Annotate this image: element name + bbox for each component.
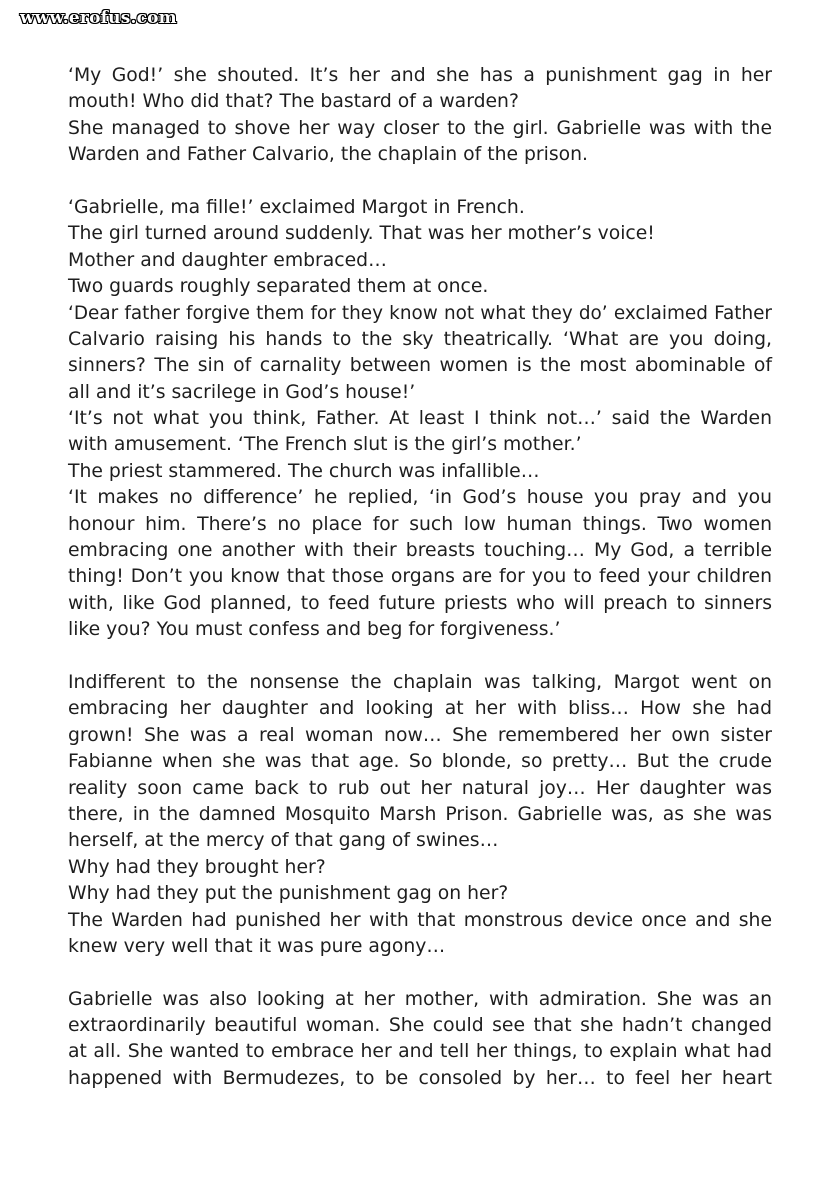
text-line: sinners? The sin of carnality between women is the most abominable of <box>68 355 772 377</box>
paragraph-1 <box>68 63 772 169</box>
text-line: reality soon came back to rub out her natural joy… Her daughter was <box>68 777 772 799</box>
text-line: Fabianne when she was that age. So blonde, so pretty… But the crude <box>68 751 772 773</box>
text-line: with amusement. ‘The French slut is the girl’s mother.’ <box>68 434 582 456</box>
text-line: ‘My God!’ she shouted. It’s her and she has a punishment gag in her <box>68 65 772 86</box>
page-text <box>68 63 772 1119</box>
text-line: herself, at the mercy of that gang of swines… <box>68 830 499 852</box>
text-line: ‘Dear father forgive them for they know not what they do’ exclaimed Father <box>68 302 772 324</box>
text-line: embracing her daughter and looking at her with bliss… How she had <box>68 698 772 720</box>
text-line: ‘It makes no difference’ he replied, ‘in God’s house you pray and you <box>68 487 772 509</box>
text-line: Gabrielle was also looking at her mother, with admiration. She was an <box>68 988 772 1010</box>
text-line: The Warden had punished her with that monstrous device once and she <box>68 909 772 931</box>
text-line: Why had they put the punishment gag on her? <box>68 883 509 905</box>
text-line: knew very well that it was pure agony… <box>68 935 446 957</box>
text-line: Why had they brought her? <box>68 856 326 878</box>
paragraph-3 <box>68 670 772 960</box>
text-line: like you? You must confess and beg for forgiveness.’ <box>68 619 561 641</box>
text-line: Warden and Father Calvario, the chaplain of the prison. <box>68 144 589 166</box>
text-line: The priest stammered. The church was infallible… <box>68 460 540 482</box>
watermark-text: www.erofus.com <box>20 8 177 28</box>
text-line: with, like God planned, to feed future priests who will preach to sinners <box>68 592 772 614</box>
text-line: happened with Bermudezes, to be consoled by her… to feel her heart <box>68 1067 772 1089</box>
text-line: The girl turned around suddenly. That was her mother’s voice! <box>68 223 655 245</box>
text-line: Mother and daughter embraced… <box>68 249 387 271</box>
text-line: at all. She wanted to embrace her and tell her things, to explain what had <box>68 1041 772 1063</box>
text-line: ‘Gabrielle, ma fille!’ exclaimed Margot in French. <box>68 196 525 218</box>
text-line: all and it’s sacrilege in God’s house!’ <box>68 381 416 403</box>
text-line: Indifferent to the nonsense the chaplain was talking, Margot went on <box>68 671 772 693</box>
text-line: mouth! Who did that? The bastard of a warden? <box>68 91 519 113</box>
text-line: She managed to shove her way closer to the girl. Gabrielle was with the <box>68 117 772 139</box>
paragraph-2 <box>68 195 772 644</box>
watermark <box>0 0 180 34</box>
text-line: Calvario raising his hands to the sky theatrically. ‘What are you doing, <box>68 328 772 350</box>
text-line: there, in the damned Mosquito Marsh Prison. Gabrielle was, as she was <box>68 803 772 825</box>
text-line: thing! Don’t you know that those organs are for you to feed your children <box>68 566 772 588</box>
text-line: ‘It’s not what you think, Father. At least I think not…’ said the Warden <box>68 408 772 430</box>
text-line: grown! She was a real woman now… She remembered her own sister <box>68 724 772 746</box>
text-line: embracing one another with their breasts touching… My God, a terrible <box>68 540 772 562</box>
text-line: Two guards roughly separated them at once. <box>68 276 489 298</box>
paragraph-4 <box>68 987 772 1093</box>
text-line: honour him. There’s no place for such low human things. Two women <box>68 513 772 535</box>
text-line: extraordinarily beautiful woman. She could see that she hadn’t changed <box>68 1015 772 1037</box>
